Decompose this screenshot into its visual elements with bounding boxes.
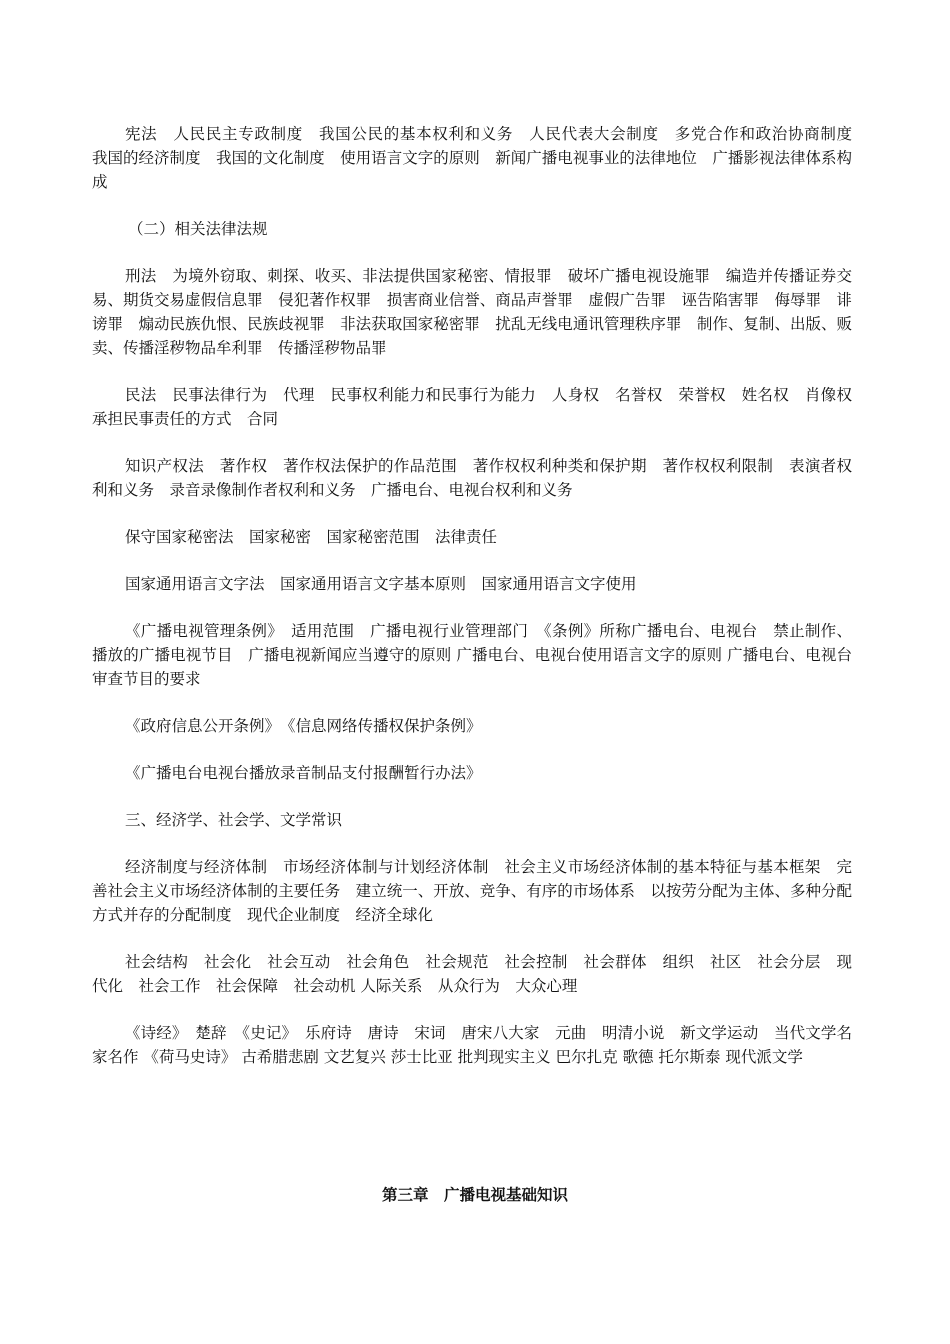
paragraph-literature: 《诗经》 楚辞 《史记》 乐府诗 唐诗 宋词 唐宋八大家 元曲 明清小说 新文学运动 当代文学名家名作 《荷马史诗》 古希腊悲剧 文艺复兴 莎士比亚 批判现实主义 巴尔扎克 歌德 托尔斯泰 现代派文学 — [92, 1024, 852, 1066]
section-heading-economics-sociology-literature: 三、经济学、社会学、文学常识 — [125, 811, 343, 829]
document-body — [92, 122, 868, 1092]
paragraph-criminal-law: 刑法 为境外窃取、刺探、收买、非法提供国家秘密、情报罪 破坏广播电视设施罪 编造并传播证券交易、期货交易虚假信息罪 侵犯著作权罪 损害商业信誉、商品声誉罪 虚假广告罪 诬告陷害罪 侮辱罪 诽谤罪 煽动民族仇恨、民族歧视罪 非法获取国家秘密罪 扰乱无线电通讯管理秩序罪 制作、复制、出版、贩卖、传播淫秽物品牟利罪 传播淫秽物品罪 — [92, 267, 852, 357]
paragraph-constitution: 宪法 人民民主专政制度 我国公民的基本权利和义务 人民代表大会制度 多党合作和政治协商制度 我国的经济制度 我国的文化制度 使用语言文字的原则 新闻广播电视事业的法律地位 广播影视法律体系构成 — [92, 125, 868, 191]
section-heading-related-laws: （二）相关法律法规 — [128, 220, 268, 238]
paragraph-language-law: 国家通用语言文字法 国家通用语言文字基本原则 国家通用语言文字使用 — [125, 575, 637, 593]
paragraph-state-secrets-law: 保守国家秘密法 国家秘密 国家秘密范围 法律责任 — [125, 528, 498, 546]
chapter-title: 第三章 广播电视基础知识 — [381, 1185, 568, 1204]
paragraph-ip-law: 知识产权法 著作权 著作权法保护的作品范围 著作权权利种类和保护期 著作权权利限制 表演者权利和义务 录音录像制作者权利和义务 广播电台、电视台权利和义务 — [92, 457, 852, 499]
paragraph-sociology: 社会结构 社会化 社会互动 社会角色 社会规范 社会控制 社会群体 组织 社区 社会分层 现代化 社会工作 社会保障 社会动机 人际关系 从众行为 大众心理 — [92, 953, 852, 995]
paragraph-info-regulations: 《政府信息公开条例》 《信息网络传播权保护条例》 — [125, 717, 482, 735]
paragraph-broadcast-regulations: 《广播电视管理条例》 适用范围 广播电视行业管理部门 《条例》所称广播电台、电视台 禁止制作、播放的广播电视节目 广播电视新闻应当遵守的原则 广播电台、电视台使用语言文字的原则 广播电台、电视台审查节目的要求 — [92, 622, 852, 688]
paragraph-economics: 经济制度与经济体制 市场经济体制与计划经济体制 社会主义市场经济体制的基本特征与基本框架 完善社会主义市场经济体制的主要任务 建立统一、开放、竞争、有序的市场体系 以按劳分配为主体、多种分配方式并存的分配制度 现代企业制度 经济全球化 — [92, 858, 852, 924]
paragraph-royalty-measures: 《广播电台电视台播放录音制品支付报酬暂行办法》 — [125, 764, 482, 782]
paragraph-civil-law: 民法 民事法律行为 代理 民事权利能力和民事行为能力 人身权 名誉权 荣誉权 姓名权 肖像权 承担民事责任的方式 合同 — [92, 386, 868, 428]
